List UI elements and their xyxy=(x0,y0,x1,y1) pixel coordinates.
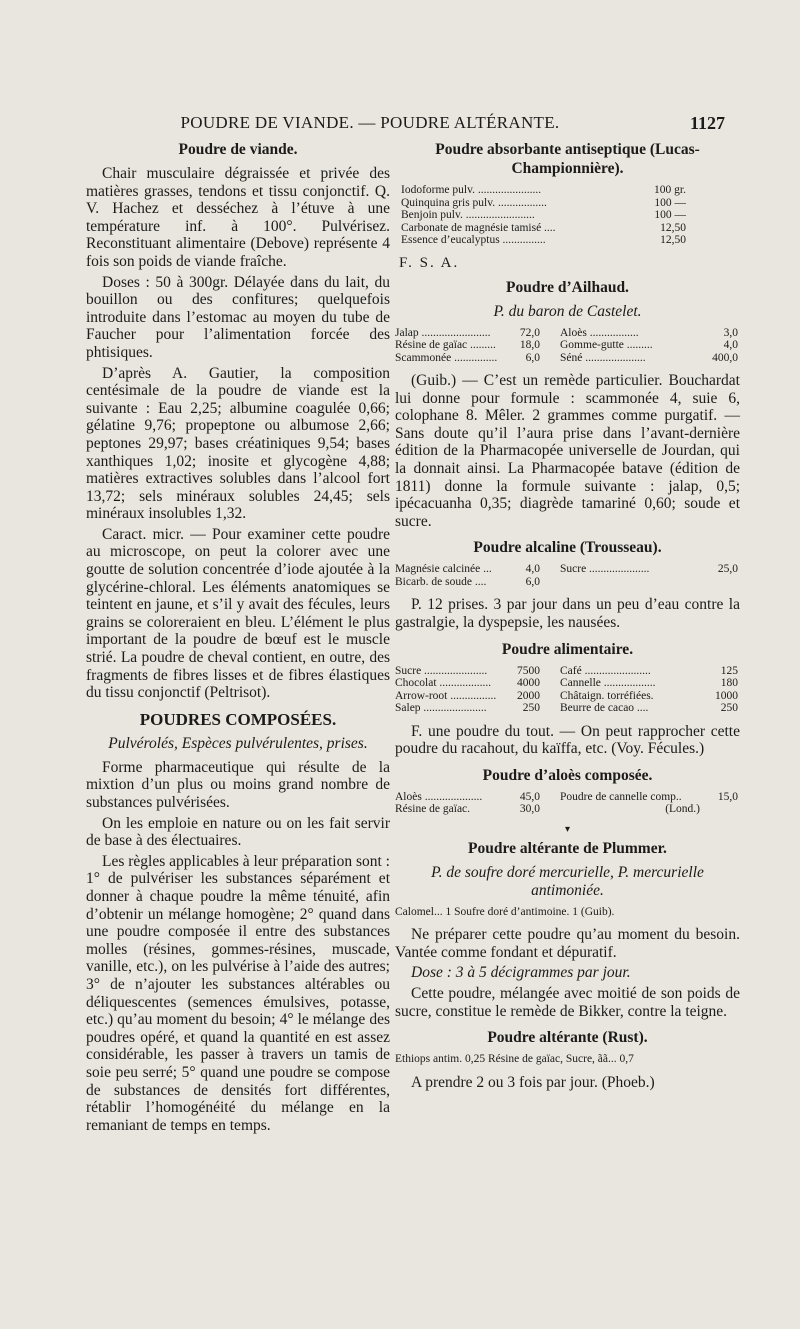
recipe-row xyxy=(395,184,740,197)
paragraph: Doses : 50 à 300gr. Délayée dans du lait, du bouillon ou des confitures; quelquefois introduite dans l’estomac au moyen du tube de Faucher pour l’alimentation forcée des phtisiques. xyxy=(86,273,390,361)
quantity: 125 xyxy=(720,664,738,677)
heading-poudre-ailhaud: Poudre d’Ailhaud. xyxy=(506,278,629,296)
ingredient: Châtaign. torréfiées. xyxy=(560,689,654,702)
ingredient: Beurre de cacao .... xyxy=(560,702,649,715)
ingredient: Poudre de cannelle comp.. xyxy=(560,790,682,803)
fsa-note: F. S. A. xyxy=(399,254,460,271)
paragraph: D’après A. Gautier, la composition centésimale de la poudre de viande est la suivante : Eau 2,25; albumine coagulée 0,66; gélatine 9,76; propeptone ou albumose 2,66; peptones 29,97; bases créatiniques 9,54; bases xanthiques 1,02; inosite et glycogène 4,88; matières extractives solubles dans l’alcool fort 13,72; sels minéraux solubles 24,45; sels minéraux insolubles 1,32. xyxy=(86,364,390,523)
ingredient: Chocolat .................. xyxy=(395,677,492,690)
ingredient: Arrow-root ................ xyxy=(395,689,497,702)
quantity: 4,0 xyxy=(525,563,540,576)
ingredient: Aloès .................... xyxy=(395,790,483,803)
paragraph: A prendre 2 ou 3 fois par jour. (Phoeb.) xyxy=(411,1073,655,1091)
section-mark: ▾ xyxy=(564,823,571,835)
quantity: 45,0 xyxy=(519,790,540,803)
quantity: 250 xyxy=(720,702,738,715)
paragraph: On les emploie en nature ou on les fait servir de base à des électuaires. xyxy=(86,814,390,850)
recipe-row xyxy=(395,352,740,365)
recipe-plummer: Calomel... 1 Soufre doré d’antimoine. 1 (Guib). xyxy=(395,905,615,918)
ingredient: Café ....................... xyxy=(560,664,651,677)
quantity: 7500 xyxy=(517,664,540,677)
paragraph: Cette poudre, mélangée avec moitié de son poids de sucre, constitue le remède de Bikker, contre la teigne. xyxy=(395,985,740,1020)
heading-poudre-alcaline: Poudre alcaline (Trousseau). xyxy=(473,539,662,557)
quantity: 18,0 xyxy=(519,339,540,351)
quantity: 250 xyxy=(522,702,540,715)
ingredient: Résine de gaïac ......... xyxy=(395,339,496,351)
recipe-row xyxy=(395,576,740,589)
quantity: 100 gr. xyxy=(654,184,686,196)
recipe-alimentaire xyxy=(395,665,740,715)
paragraph: Chair musculaire dégraissée et privée des matières grasses, tendons et tissu conjonctif. Q. V. Hachez et desséchez à l’étuve à une température inf. à 100°. Pulvérisez. Reconstituant alimentaire (Debove) représente 4 fois son poids de viande fraîche. xyxy=(86,165,390,270)
recipe-rust: Ethiops antim. 0,25 Résine de gaïac, Sucre, ãã... 0,7 xyxy=(395,1053,634,1066)
heading-poudre-absorbante: Poudre absorbante antiseptique (Lucas-Championnière). xyxy=(435,141,700,177)
paragraph: (Guib.) — C’est un remède particulier. Bouchardat lui donne pour formule : scammonée 4, suie 6, colophane 8. Mêler. 2 grammes comme purgatif. — Sans doute qu’il l’aura prise dans l’avant-dernière édition de la Pharmacopée universelle de Jourdan, qui la donnait ainsi. La Pharmacopée batave (édition de 1811) donne la formule suivante : jalap, 0,5; ipécacuanha 0,35; diagrède tamariné 0,60; soude et sucre. xyxy=(395,372,740,530)
quantity: 3,0 xyxy=(723,326,738,339)
subheading: P. de soufre doré mercurielle, P. mercurielle antimoniée. xyxy=(431,863,704,899)
ingredient: Gomme-gutte ......... xyxy=(560,339,653,351)
ingredient: Séné ..................... xyxy=(560,351,646,364)
quantity: 6,0 xyxy=(525,351,540,364)
paragraph: Caract. micr. — Pour examiner cette poudre au microscope, on peut la colorer avec une goutte de solution concentrée d’iode ajoutée à la glycérine-chloral. Les éléments anatomiques se teintent en jaune, et s’il y avait des fécules, leurs grains se coloreraient en bleu. L’élément le plus important de la poudre de bœuf est le muscle strié. La poudre de cheval contient, en outre, des fragments de fibres lisses et de fibres élastiques du tissu conjonctif (Peltrisot). xyxy=(86,525,390,702)
recipe-alcaline xyxy=(395,563,740,588)
heading-poudre-viande: Poudre de viande. xyxy=(178,141,298,158)
quantity: 4000 xyxy=(517,677,540,690)
ingredient: Scammonée ............... xyxy=(395,351,498,364)
recipe-row xyxy=(395,702,740,715)
quantity: 100 — xyxy=(654,196,686,209)
recipe-row xyxy=(395,803,740,816)
quantity: 12,50 xyxy=(660,234,686,246)
ingredient: Résine de gaïac. xyxy=(395,803,471,816)
recipe-row xyxy=(395,690,740,703)
quantity: 100 — xyxy=(654,209,686,221)
heading-poudre-aloes: Poudre d’aloès composée. xyxy=(482,766,653,784)
quantity: 6,0 xyxy=(525,575,540,588)
heading-poudres-composees: POUDRES COMPOSÉES. xyxy=(139,709,337,729)
ingredient: Carbonate de magnésie tamisé .... xyxy=(401,221,556,234)
recipe-row xyxy=(395,563,740,576)
paragraph: Les règles applicables à leur préparation sont : 1° de pulvériser les substances séparément et donner à chaque poudre la même ténuité, afin d’obtenir un mélange homogène; 2° quand dans une poudre composée il entre des substances molles (résines, gommes-résines, muscade, vanille, etc.), on les pulvérise à l’aide des autres; 3° de n’ajouter les substances altérables ou déliquescentes (semences émulsives, potasse, etc.) qu’au moment du besoin; 4° le mélange des poudres opéré, et quand la quantité en est assez considérable, les passer à travers un tamis de soie peu serré; 5° quand une poudre se compose de substances de densités fort différentes, rétablir l’homogénéité du mélange en la remaniant de temps en temps. xyxy=(86,852,390,1134)
recipe-row xyxy=(395,197,740,210)
left-column xyxy=(86,140,390,1137)
heading-poudre-alimentaire: Poudre alimentaire. xyxy=(501,640,634,658)
quantity: 1000 xyxy=(715,689,738,702)
subheading: P. du baron de Castelet. xyxy=(493,302,642,320)
quantity: 15,0 xyxy=(717,790,738,803)
running-head: POUDRE DE VIANDE. — POUDRE ALTÉRANTE. xyxy=(180,113,560,132)
quantity: 12,50 xyxy=(660,221,686,234)
heading-poudre-rust: Poudre altérante (Rust). xyxy=(487,1029,648,1047)
ingredient: Magnésie calcinée ... xyxy=(395,563,492,576)
quantity: 4,0 xyxy=(723,339,738,351)
recipe-row xyxy=(395,327,740,340)
recipe-row xyxy=(395,234,740,247)
ingredient: Quinquina gris pulv. ................. xyxy=(401,196,547,209)
recipe-row xyxy=(395,222,740,235)
right-column xyxy=(395,140,740,1094)
paragraph: Forme pharmaceutique qui résulte de la mixtion d’un plus ou moins grand nombre de substances pulvérisées. xyxy=(86,758,390,811)
recipe-row xyxy=(395,665,740,678)
paragraph: P. 12 prises. 3 par jour dans un peu d’eau contre la gastralgie, la dyspepsie, les nausées. xyxy=(395,596,740,631)
quantity: 400,0 xyxy=(712,351,738,364)
recipe-row xyxy=(395,677,740,690)
ingredient: Sucre ...................... xyxy=(395,664,488,677)
recipe-aloes xyxy=(395,791,740,816)
subheading: Pulvérolés, Espèces pulvérulentes, prises. xyxy=(108,734,368,752)
paragraph: Dose : 3 à 5 décigrammes par jour. xyxy=(411,964,631,982)
ingredient: Iodoforme pulv. ...................... xyxy=(401,184,542,196)
quantity: 25,0 xyxy=(717,563,738,576)
ingredient: Essence d’eucalyptus ............... xyxy=(401,234,546,246)
paragraph: F. une poudre du tout. — On peut rapprocher cette poudre du racahout, du kaïffa, etc. (Voy. Fécules.) xyxy=(395,722,740,758)
recipe-row xyxy=(395,339,740,352)
heading-poudre-plummer: Poudre altérante de Plummer. xyxy=(468,839,667,857)
quantity: 72,0 xyxy=(519,326,540,339)
recipe-ailhaud xyxy=(395,327,740,365)
recipe-absorbante xyxy=(395,184,740,247)
ingredient: Jalap ........................ xyxy=(395,326,491,339)
ingredient: Benjoin pulv. ........................ xyxy=(401,209,535,221)
ingredient: Aloès ................. xyxy=(560,326,639,339)
ingredient: Bicarb. de soude .... xyxy=(395,575,487,588)
recipe-row xyxy=(395,791,740,804)
recipe-row xyxy=(395,209,740,222)
ingredient: Sucre ..................... xyxy=(560,563,650,576)
quantity: 30,0 xyxy=(519,803,540,816)
source-note: (Lond.) xyxy=(665,803,700,816)
page-number: 1127 xyxy=(690,113,726,133)
ingredient: Salep ...................... xyxy=(395,702,487,715)
quantity: 2000 xyxy=(517,689,540,702)
paragraph: Ne préparer cette poudre qu’au moment du besoin. Vantée comme fondant et dépuratif. xyxy=(395,926,740,961)
quantity: 180 xyxy=(720,677,738,690)
ingredient: Cannelle .................. xyxy=(560,677,656,690)
